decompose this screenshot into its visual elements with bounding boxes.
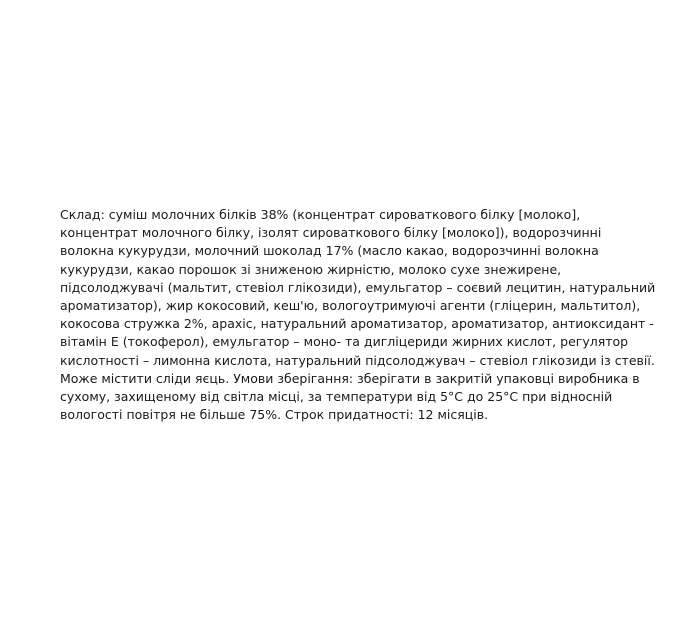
text-line-9: кислотності – лимонна кислота, натуральний підсолоджувач – стевіол глікозиди із стевії. xyxy=(60,352,655,368)
text-line-8: вітамін Е (токоферол), емульгатор – моно- та дигліцериди жирних кислот, регулятор xyxy=(60,334,629,350)
text-line-2: концентрат молочного білку, ізолят сироваткового білку [молоко]), водорозчинні xyxy=(60,225,602,241)
text-line-4: кукурудзи, какао порошок зі зниженою жирністю, молоко сухе знежирене, xyxy=(60,261,562,277)
text-line-1: Склад: суміш молочних білків 38% (концентрат сироваткового білку [молоко], xyxy=(60,207,581,222)
text-line-12: вологості повітря не більше 75%. Строк придатності: 12 місяців. xyxy=(60,407,489,423)
ingredients-text-block xyxy=(60,206,656,424)
text-line-10: Може містити сліди яєць. Умови зберігання: зберігати в закритій упаковці виробника в xyxy=(60,370,640,386)
text-line-11: сухому, захищеному від світла місці, за температури від 5°С до 25°С при відносній xyxy=(60,389,613,405)
text-line-3: волокна кукурудзи, молочний шоколад 17% (масло какао, водорозчинні волокна xyxy=(60,243,599,259)
text-line-5: підсолоджувачі (мальтит, стевіол глікозиди), емульгатор – соєвий лецитин, натуральний xyxy=(60,279,656,295)
text-line-6: ароматизатор), жир кокосовий, кеш'ю, вологоутримуючі агенти (гліцерин, мальтитол), xyxy=(60,298,641,314)
text-line-7: кокосова стружка 2%, арахіс, натуральний ароматизатор, ароматизатор, антиоксидант - xyxy=(60,316,654,332)
